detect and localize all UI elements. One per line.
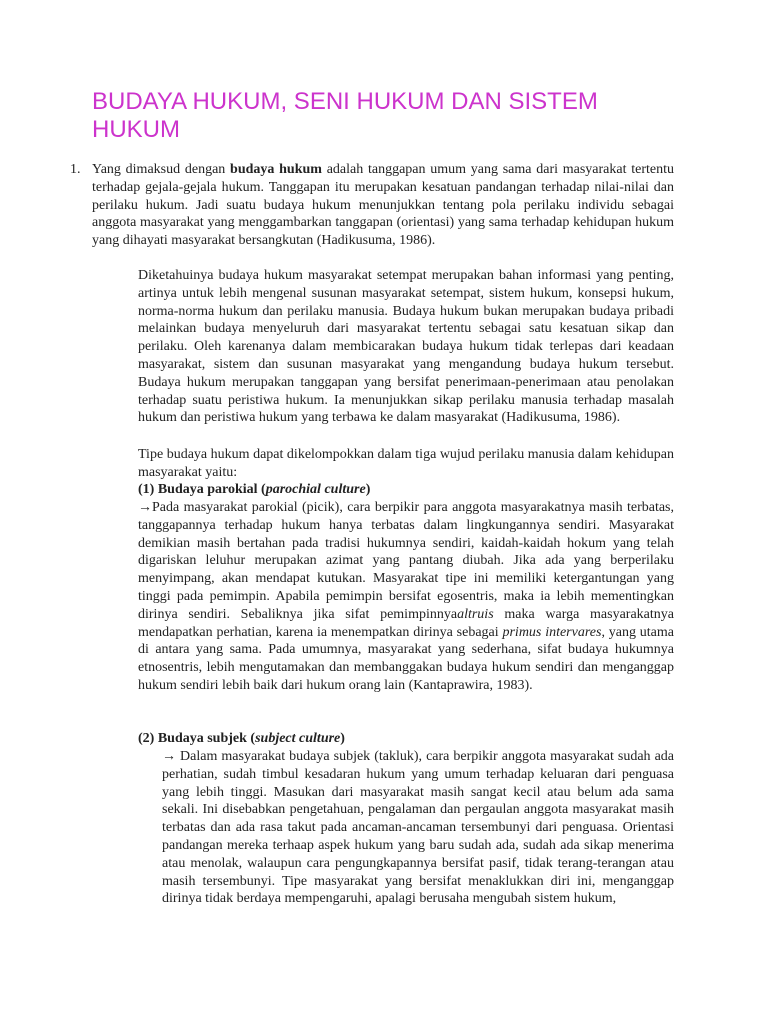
parochial-text-1: Pada masyarakat parokial (picik), cara berpikir para anggota masyarakatnya masih terbatas, tanggapannya terhadap hukum hanya terbatas dalam lingkungannya sendiri. Masyarakat demikian masih bertahan pada tradisi hukumnya sendiri, kaidah-kaidah hokum yang telah digariskan leluhur merupakan azimat yang pantang diubah. Jika ada yang berperilaku menyimpang, akan mendapat kutukan. Masyarakat tipe ini memiliki ketergantungan yang tinggi pada pemimpin. Apabila pemimpin bersifat egosentris, maka ia lebih mementingkan dirinya sendiri. Sebaliknya jika sifat pemimpinnya bbox=[138, 500, 674, 622]
subject-paragraph bbox=[162, 748, 674, 908]
heading-italic: parochial culture bbox=[265, 482, 366, 497]
arrow-icon: → bbox=[138, 500, 152, 515]
heading-italic: subject culture bbox=[255, 731, 341, 746]
subject-text: Dalam masyarakat budaya subjek (takluk), cara berpikir anggota masyarakat sudah ada perhatian, sudah timbul kesadaran hukum yang umum terhadap keluaran dari penguasa yang lebih tinggi. Masukan dari masyarakat masih sangat kecil atau belum ada sama sekali. Ini disebabkan pengetahuan, pengalaman dan pergaulan anggota masyarakat masih terbatas dan ada rasa takut pada ancaman-ancaman tersembunyi dari penguasa. Orientasi pandangan mereka terhaap aspek hukum yang baru sudah ada, sudah ada sikap menerima atau menolak, walaupun cara pengungkapannya bersifat pasif, tidak terang-terangan atau masih tersembunyi. Tipe masyarakat yang bersifat menaklukkan diri ini, menganggap dirinya tidak berdaya mempengaruhi, apalagi berusaha mengubah sistem hukum, bbox=[162, 749, 675, 907]
definition-text-start: Yang dimaksud dengan bbox=[92, 162, 231, 177]
types-intro-paragraph: Tipe budaya hukum dapat dikelompokkan dalam tiga wujud perilaku manusia dalam kehidupan masyarakat yaitu: bbox=[138, 447, 674, 480]
bold-term: budaya hukum bbox=[230, 162, 322, 177]
italic-term-altruis: altruis bbox=[457, 606, 494, 622]
parochial-text-3: , yang utama di antara yang sama. Pada umumnya, masyarakat yang sederhana, sifat budaya hukumnya etnosentris, lebih mengutamakan dan membanggakan budaya hukum sendiri dan menganggap hukum sendiri lebih baik dari hukum orang lain (Kantaprawira, 1983). bbox=[138, 624, 674, 693]
section-heading-parochial bbox=[138, 481, 674, 499]
heading-prefix: (1) Budaya parokial ( bbox=[138, 482, 266, 497]
section-heading-subject bbox=[138, 730, 674, 748]
document-title: BUDAYA HUKUM, SENI HUKUM DAN SISTEM HUKUM bbox=[92, 88, 598, 143]
body-paragraph: Diketahuinya budaya hukum masyarakat setempat merupakan bahan informasi yang penting, artinya untuk lebih mengenal susunan masyarakat setempat, sistem hukum, konsepsi hukum, norma-norma hukum dan perilaku manusia. Budaya hukum bukan merupakan budaya pribadi melainkan budaya menyeluruh dari masyarakat tertentu sebagai satu kesatuan sikap dan perilaku. Oleh karenanya dalam membicarakan budaya hukum tidak terlepas dari keadaan masyarakat, sistem dan susunan masyarakat yang mengandung budaya hukum tersebut. Budaya hukum merupakan tanggapan yang bersifat penerimaan-penerimaan atau penolakan terhadap suatu peristiwa hukum. Ia menunjukkan sikap perilaku manusia terhadap masalah hukum dan peristiwa hukum yang terbawa ke dalam masyarakat (Hadikusuma, 1986). bbox=[138, 268, 674, 426]
definition-text-end: adalah tanggapan umum yang sama dari masyarakat tertentu terhadap gejala-gejala hukum. Tanggapan itu merupakan kesatuan pandangan terhadap nilai-nilai dan perilaku hukum. Jadi suatu budaya hukum menunjukkan tentang pola perilaku individu sebagai anggota masyarakat yang menggambarkan tanggapan (orientasi) yang sama terhadap kehidupan hukum yang dihayati masyarakat bersangkutan (Hadikusuma, 1986). bbox=[92, 162, 675, 249]
parochial-text-2: maka warga masyarakatnya mendapatkan perhatian, karena ia menempatkan dirinya sebagai bbox=[138, 606, 674, 640]
definition-paragraph bbox=[92, 161, 674, 250]
heading-suffix: ) bbox=[365, 482, 371, 497]
italic-term-primus: primus intervares bbox=[502, 624, 602, 640]
arrow-icon: → bbox=[162, 749, 176, 764]
parochial-paragraph bbox=[138, 499, 674, 695]
list-number: 1. bbox=[70, 162, 81, 177]
heading-suffix: ) bbox=[340, 731, 345, 746]
heading-prefix: (2) Budaya subjek ( bbox=[138, 731, 256, 746]
